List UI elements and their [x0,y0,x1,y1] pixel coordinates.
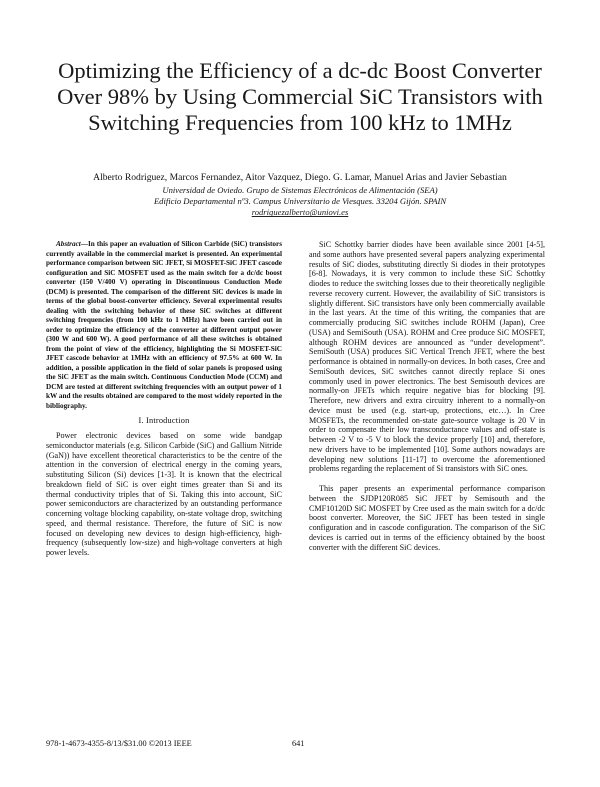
affiliation-line: Universidad de Oviedo. Grupo de Sistemas Electrónicos de Alimentación (SEA) [162,185,438,195]
page-number: 641 [292,739,305,748]
title-line: Over 98% by Using Commercial SiC Transistors with [57,84,543,109]
affiliation [40,185,560,219]
abstract [46,240,282,411]
abstract-label: Abstract [56,240,81,248]
copyright-notice: 978-1-4673-4355-8/13/$31.00 ©2013 IEEE [46,739,192,748]
body-paragraph: This paper presents an experimental performance comparison between the SJDP120R085 SiC JFET by Semisouth and the CMF10120D SiC MOSFET by Cree used as the main switch for a dc/dc boost converter. Moreover, the SiC JFET has been tested in single configuration and in cascode configuration. The comparison of the SiC devices is carried out in terms of the efficiency obtained by the boost converter with the different SiC devices. [309,484,545,552]
paper-title [40,58,560,136]
abstract-text: —In this paper an evaluation of Silicon Carbide (SiC) transistors currently available in the commercial market is presented. An experimental performance comparison between SiC JFET, Si MOSFET-SiC JFET cascode configuration and SiC MOSFET used as the main switch for a dc/dc boost converter (150 V/400 V) operating in Discontinuous Conduction Mode (DCM) is presented. The comparison of the different SiC devices is made in terms of the global boost-converter efficiency. Several experimental results dealing with the switching behavior of these SiC switches at different switching frequencies (from 100 kHz to 1 MHz) have been carried out in order to optimize the efficiency of the converter at different output power (300 W and 600 W). A good performance of all these switches is obtained from the point of view of the efficiency, highlighting the Si MOSFET-SiC JFET cascode behavior at 1MHz with an efficiency of 97.5% at 600 W. In addition, a possible application in the field of solar panels is proposed using the SiC JFET as the main switch. Continuous Conduction Mode (CCM) and DCM are tested at different switching frequencies with an output power of 1 kW and the results obtained are compared to the most widely reported in the bibliography. [46,240,282,410]
left-column [46,240,282,558]
title-line: Optimizing the Efficiency of a dc-dc Boost Converter [58,58,542,83]
body-paragraph: SiC Schottky barrier diodes have been available since 2001 [4-5], and some authors have presented several papers analyzing experimental results of SiC diodes, substituting directly Si diodes in their prototypes [6-8]. Nowadays, it is very common to include these SiC Schottky diodes to reduce the switching losses due to their theoretically negligible reverse recovery current. However, the availability of SiC transistors is slightly different. SiC transistors have only been commercially available in the last years. At the time of this writing, the companies that are commercially producing SiC switches include ROHM (Japan), Cree (USA) and SemiSouth (USA). ROHM and Cree produce SiC MOSFET, although ROHM devices are announced as “under development”. SemiSouth (USA) produces SiC Vertical Trench JFET, where the best performance is obtained in normally-on devices. In both cases, Cree and SemiSouth devices, SiC switches cannot directly replace Si ones commonly used in power electronics. The best Semisouth devices are normally-on JFETs which require negative bias for blocking [9]. Therefore, new drivers and extra circuitry inherent to a normally-on device must be used (e.g. start-up, protections, etc…). In Cree MOSFETs, the recommended on-state gate-source voltage is 20 V in order to compensate their low transconductance values and off-state is between -2 V to -5 V to block the device properly [10] and, therefore, new drivers have to be implemented [10]. Some authors nowadays are developing new solutions [11-17] to overcome the aforementioned problems regarding the replacement of Si transistors with SiC ones. [309,240,545,474]
intro-paragraph: Power electronic devices based on some wide bandgap semiconductor materials (e.g. Silicon Carbide (SiC) and Gallium Nitride (GaN)) have excellent theoretical characteristics to be the centre of the attention in the conversion of electrical energy in the coming years, substituting Silicon (Si) devices [1-3]. It is known that the electrical breakdown field of SiC is over eight times greater than Si and its thermal conductivity triples that of Si. Taking this into account, SiC power semiconductors are characterized by an outstanding performance concerning voltage blocking capability, on-state voltage drop, switching speed, and thermal resistance. Therefore, the future of SiC is now focused on developing new devices to design high-efficiency, high-frequency (subsequently low-size) and high-voltage converters at high power levels. [46,431,282,557]
section-heading-introduction: I. Introduction [138,416,190,425]
email-link[interactable]: rodriguezalberto@uniovi.es [251,207,349,218]
right-column [309,240,545,552]
title-line: Switching Frequencies from 100 kHz to 1MHz [88,110,512,135]
author-list: Alberto Rodriguez, Marcos Fernandez, Aitor Vazquez, Diego. G. Lamar, Manuel Arias and Javier Sebastian [93,172,507,183]
affiliation-line: Edificio Departamental nº3. Campus Universitario de Viesques. 33204 Gijón. SPAIN [153,196,447,207]
